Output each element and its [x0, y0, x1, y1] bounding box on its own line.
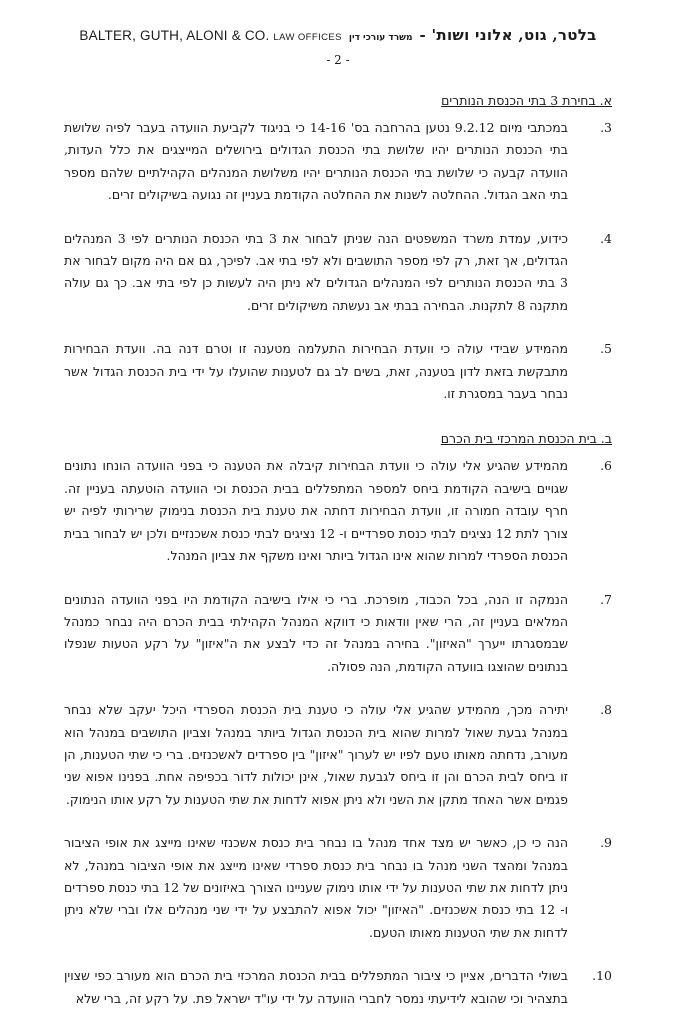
list-item: [64, 228, 612, 318]
firm-name-english-main: BALTER, GUTH, ALONI & CO.: [79, 28, 270, 43]
item-number: 4.: [600, 230, 612, 246]
list-item: [64, 832, 612, 944]
item-text: יתירה מכך, מהמידע שהגיע אלי עולה כי טענת בית הכנסת הספרדי היכל יעקב שלא נבחר במנהל גבעת שאול למרות שהוא בית הכנסת הגדול ביותר במנהל וצביון התושבים במנהל הוא מעורב, נדחתה מאותו טעם לפיו יש לערוך "איזון" בין ספרדים לאשכנזים. ברי כי שתי הטענות, הן זו ביחס לבית הכרם והן זו ביחס לגבעת שאול, אינן יכולות לדור בכפיפה אחת. בפנינו אפוא שני פגמים אשר האחד מתקן את השני ולא ניתן אפוא לדחות את שתי הטענות על רקע אותו הנימוק.: [64, 702, 568, 807]
list-item: [64, 699, 612, 811]
list-item: [64, 455, 612, 567]
letterhead: [64, 26, 612, 44]
item-number: 3.: [600, 120, 612, 135]
item-text: בשולי הדברים, אציין כי ציבור המתפללים בבית הכנסת המרכזי בית הכרם הוא מעורב כפי שצוין בתצהיר וכי שהובא לידיעתי נמסר לחברי הוועדה על ידי עו"ד ישראל פת. על רקע זה, ברי שלא: [64, 968, 568, 1006]
list-item: [64, 117, 612, 207]
item-text: הנמקה זו הנה, בכל הכבוד, מופרכת. ברי כי אילו בישיבה הקודמת היו בפני הוועדה הנתונים המלאים בעניין זה, הרי שאין וודאות כי דווקא המנהל הקהילתי בבית הכרם היה נבחר כמנהל שבמסגרתו ייערך "האיזון". בחירה במנהל זה כדי לבצע את ה"איזון" על רקע הטעות שנפלו בנתונים שהוצגו בוועדה הקודמת, הנה פסולה.: [64, 591, 568, 674]
item-number: 8.: [600, 702, 612, 718]
section-a: [64, 93, 612, 405]
item-number: 9.: [600, 835, 612, 851]
firm-name-english: [79, 28, 341, 43]
section-b: [64, 431, 612, 1010]
list-item: [64, 589, 612, 679]
list-item: [64, 965, 612, 1010]
list-item: [64, 338, 612, 405]
section-heading: ב. בית הכנסת המרכזי בית הכרם: [440, 431, 612, 447]
item-number: 10.: [592, 968, 612, 984]
item-text: מהמידע שבידי עולה כי וועדת הבחירות התעלמה מטענה זו וטרם דנה בה. וועדת הבחירות מתבקשת בזאת לדון בטענה, זאת, בשים לב גם לטענות שהועלו על ידי בית הכנסת הגדול אשר נבחר בעבר במסגרת זו.: [64, 341, 569, 402]
page-number: - 2 -: [326, 53, 350, 67]
item-number: 5.: [600, 341, 612, 357]
firm-name-english-suffix: LAW OFFICES: [273, 32, 342, 43]
item-text: במכתבי מיום 9.2.12 נטען בהרחבה בס' 14-16 כי בניגוד לקביעת הוועדה בעבר לפיה שלושת בתי הכנסת הנותרים יהיו שלושת בתי הכנסת הגדולים בירושלים המייצגים את כלל העדות, הוועדה קבעה כי שלושת בתי הכנסת הנותרים יהיו משלושת המנהלים הקהילתיים שלהם מספר בתי האב הגדול. ההחלטה לשנות את ההחלטה הקודמת בעניין זה נגועה בשיקולים זרים.: [64, 120, 568, 203]
firm-subtitle-hebrew: משרד עורכי דין: [348, 33, 413, 43]
section-heading: א. בחירת 3 בתי הכנסת הנותרים: [441, 93, 612, 108]
firm-name-hebrew: בלטר, גוט, אלוני ושות' -: [419, 26, 597, 44]
item-text: הנה כי כן, כאשר יש מצד אחד מנהל בו נבחר בית כנסת אשכנזי שאינו מייצג את אופי הציבור במנהל ומהצד השני מנהל בו נבחר בית כנסת ספרדי שאינו מייצג את אופי הציבור במנהל, לא ניתן לדחות את שתי הטענות על ידי אותו נימוק שעניינו הצורך באיזונים של 12 בתי כנסת ספרדים ו- 12 בתי כנסת אשכנזים. "האיזון" יכול אפוא להתבצע על ידי שני מנהלים אלו וברי שלא ניתן לדחות את שתי הטענות מאותו הטעם.: [64, 835, 568, 940]
item-text: מהמידע שהגיע אלי עולה כי וועדת הבחירות קיבלה את הטענה כי בפני הוועדה הונחו נתונים שגויים בישיבה הקודמת ביחס למספר המתפללים בבית הכנסת וכי הוועדה הוטעתה בעניין זה. חרף עובדה חמורה זו, וועדת הבחירות דחתה את טענת בית הכנסת בנימוק שרירותי לפיה יש צורך לתת 12 נציגים לבתי כנסת ספרדיים ו- 12 נציגים לבתי כנסת אשכנזיים ולכן יש לבחור בבית הכנסת הספרדי למרות שהוא אינו הגדול ביותר ואינו משקף את צביון המנהל.: [64, 458, 568, 564]
item-text: כידוע, עמדת משרד המשפטים הנה שניתן לבחור את 3 בתי הכנסת הנותרים לפי 3 המנהלים הגדולים, אך זאת, רק לפי מספר התושבים ולא לפי בתי אב. לפיכך, גם אם היה מקום לבחור את 3 בתי הכנסת הנותרים לפי המנהלים הגדולים לא ניתן היה לעשות כן לפי בתי אב. כך גם עולה מתקנה 8 לתקנות. הבחירה בבתי אב נעשתה משיקולים זרים.: [64, 230, 569, 313]
item-number: 6.: [600, 458, 612, 474]
item-number: 7.: [600, 591, 612, 607]
